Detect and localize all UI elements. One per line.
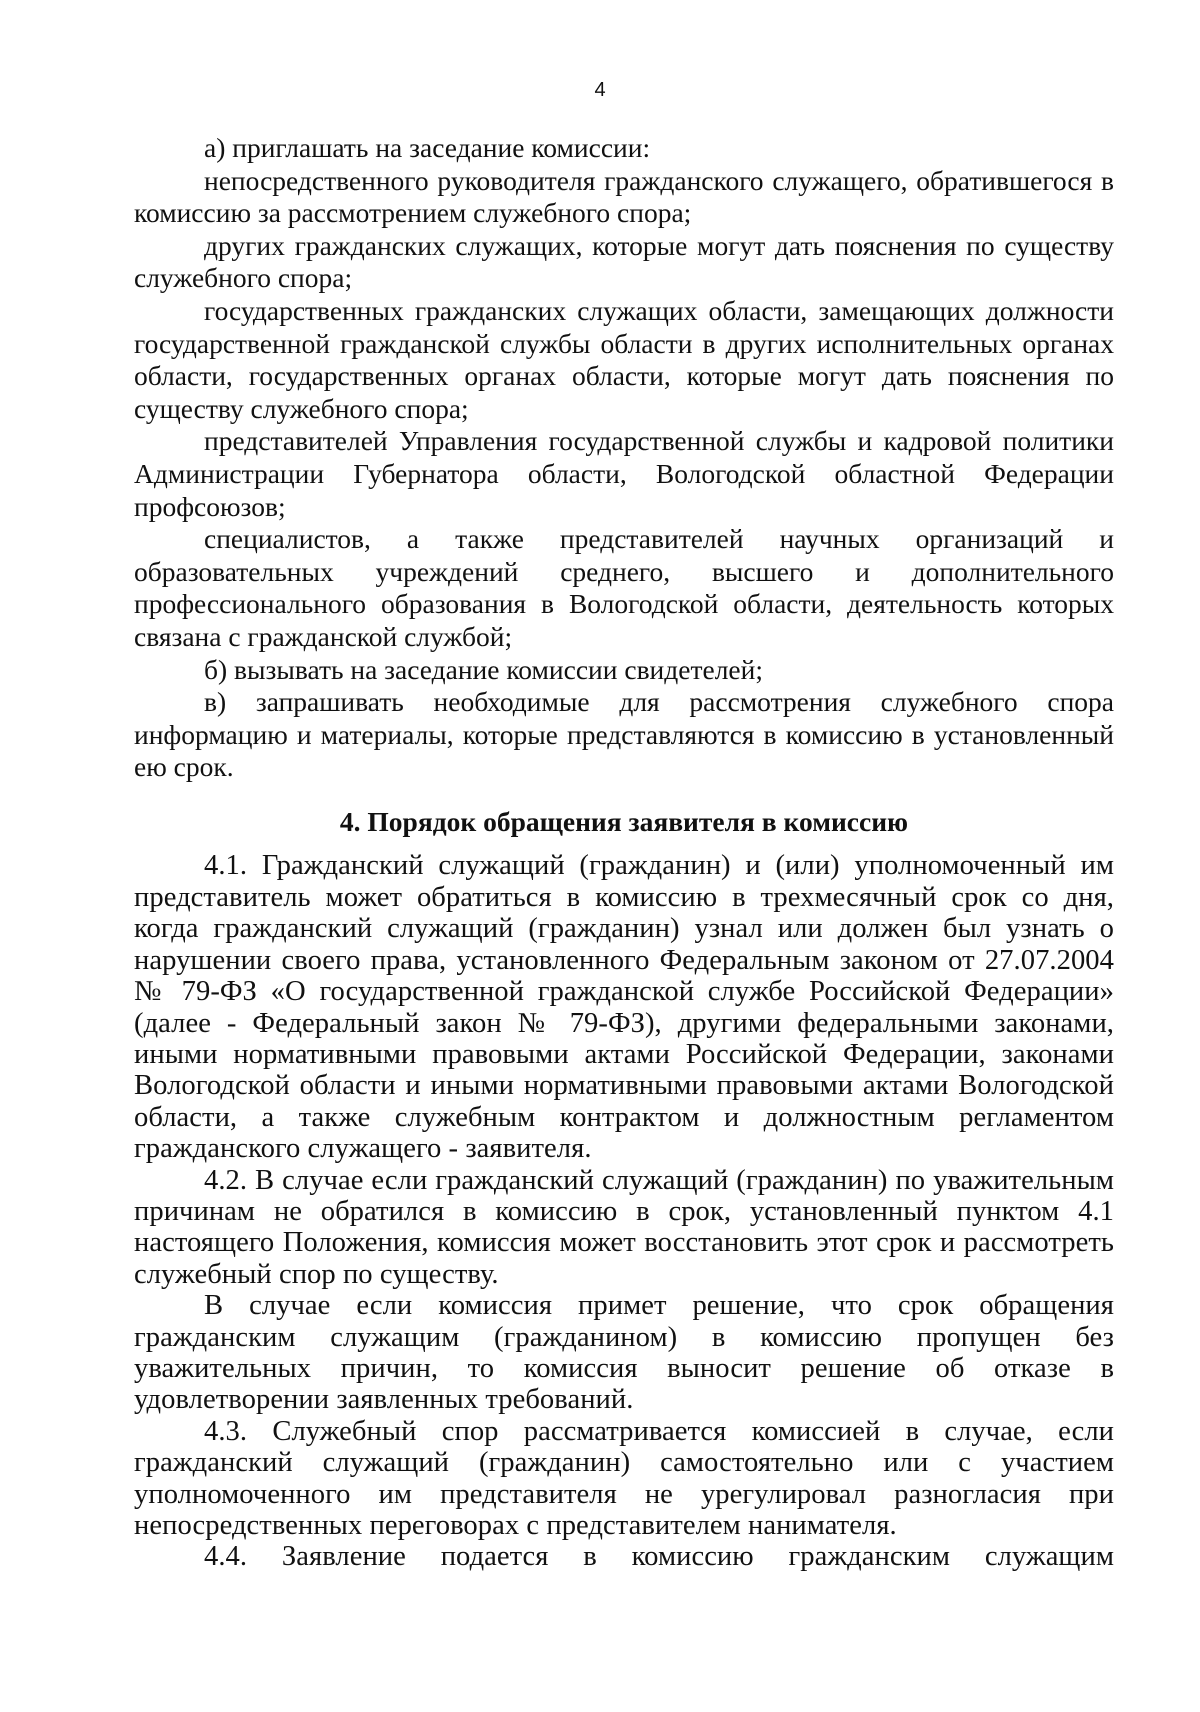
- paragraph-state-servants: государственных гражданских служащих области, замещающих должности государственной гражданской службы области в других исполнительных органах области, государственных органах области, которые могут дать пояснения по существу служебного спора;: [134, 294, 1114, 424]
- paragraph-4-1: 4.1. Гражданский служащий (гражданин) и (или) уполномоченный им представитель может обратиться в комиссию в трехмесячный срок со дня, когда гражданский служащий (гражданин) узнал или должен был узнать о нарушении своего права, установленного Федеральным законом от 27.07.2004 № 79-ФЗ «О государственной гражданской службе Российской Федерации» (далее - Федеральный закон № 79-ФЗ), другими федеральными законами, иными нормативными правовыми актами Российской Федерации, законами Вологодской области и иными нормативными правовыми актами Вологодской области, а также служебным контрактом и должностным регламентом гражданского служащего - заявителя.: [134, 850, 1114, 1165]
- paragraph-v: в) запрашивать необходимые для рассмотрения служебного спора информацию и материалы, которые представляются в комиссию в установленный ею срок.: [134, 686, 1114, 783]
- paragraph-direct-manager: непосредственного руководителя гражданского служащего, обратившегося в комиссию за рассмотрением служебного спора;: [134, 164, 1114, 229]
- paragraph-4-3: 4.3. Служебный спор рассматривается комиссией в случае, если гражданский служащий (гражданин) самостоятельно или с участием уполномоченного им представителя не урегулировал разногласия при непосредственных переговорах с представителем нанимателя.: [134, 1415, 1114, 1541]
- document-body: [134, 132, 1114, 1573]
- paragraph-other-servants: других гражданских служащих, которые могут дать пояснения по существу служебного спора;: [134, 229, 1114, 294]
- paragraph-b: б) вызывать на заседание комиссии свидетелей;: [204, 653, 763, 685]
- section-4-body: [134, 850, 1114, 1572]
- paragraph-4-2-cont: В случае если комиссия примет решение, что срок обращения гражданским служащим (гражданином) в комиссию пропущен без уважительных причин, то комиссия выносит решение об отказе в удовлетворении заявленных требований.: [134, 1290, 1114, 1416]
- section-heading: 4. Порядок обращения заявителя в комиссию: [339, 805, 909, 837]
- paragraph-4-4: 4.4. Заявление подается в комиссию гражданским служащим: [204, 1541, 1114, 1573]
- paragraph-specialists: специалистов, а также представителей научных организаций и образовательных учреждений среднего, высшего и дополнительного профессионального образования в Вологодской области, деятельность которых связана с гражданской службой;: [134, 523, 1114, 652]
- page-number: 4: [594, 79, 606, 101]
- paragraph-4-2: 4.2. В случае если гражданский служащий (гражданин) по уважительным причинам не обратился в комиссию в срок, установленный пунктом 4.1 настоящего Положения, комиссия может восстановить этот срок и рассмотреть служебный спор по существу.: [134, 1164, 1114, 1290]
- paragraph-a: а) приглашать на заседание комиссии:: [204, 132, 651, 163]
- paragraph-representatives: представителей Управления государственной службы и кадровой политики Администрации Губернатора области, Вологодской областной Федерации профсоюзов;: [134, 425, 1114, 522]
